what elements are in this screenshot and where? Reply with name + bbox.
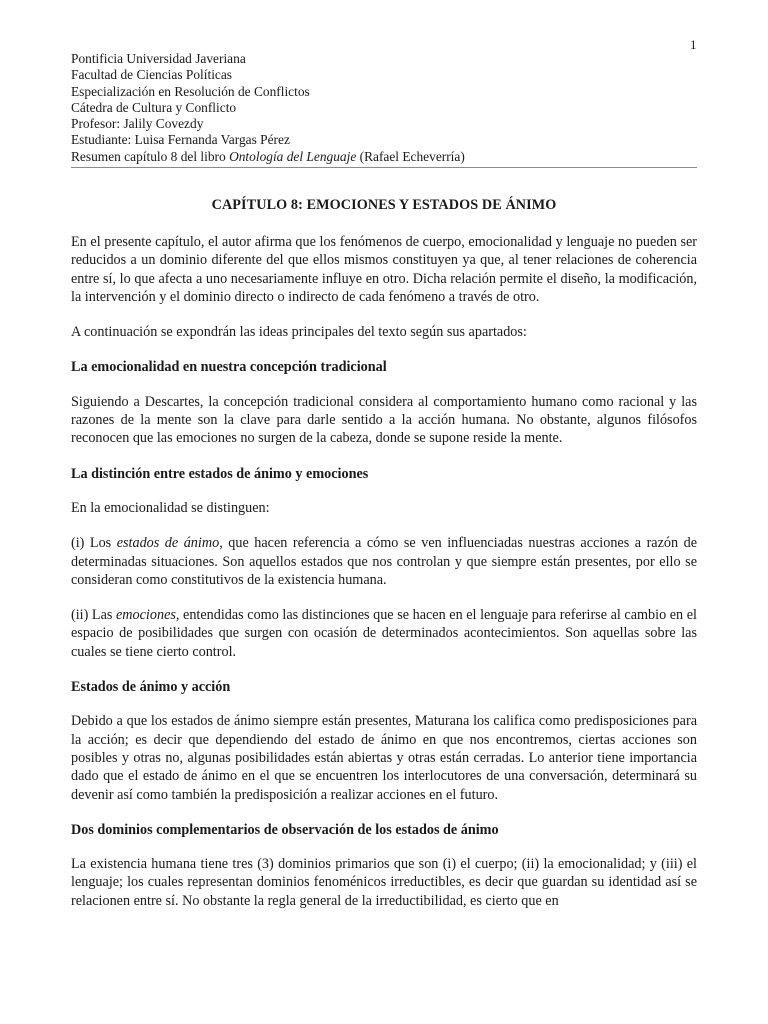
summary-suffix: (Rafael Echeverría) (356, 148, 465, 164)
item-2-term: emociones (116, 607, 176, 624)
section-2-paragraph: En la emocionalidad se distinguen: (71, 499, 270, 516)
header-university: Pontificia Universidad Javeriana (71, 51, 246, 66)
document-header (71, 51, 697, 165)
header-specialization: Especialización en Resolución de Conflictos (71, 83, 310, 99)
page-number: 1 (690, 37, 697, 52)
intro-paragraph-2: A continuación se expondrán las ideas principales del texto según sus apartados: (71, 324, 527, 341)
section-heading-3: Estados de ánimo y acción (71, 679, 231, 696)
item-1-text: , que hacen referencia a cómo se ven influenciadas nuestras acciones a razón de determinadas situaciones. Son aquellos estados que nos controlan y que siempre están presentes, por ello se consideran como constitutivos de la existencia humana. (71, 535, 697, 588)
header-divider (71, 167, 697, 168)
section-2-item-1 (71, 534, 697, 589)
section-3-paragraph: Debido a que los estados de ánimo siempre están presentes, Maturana los califica como predisposiciones para la acción; es decir que dependiendo del estado de ánimo en que nos encontremos, ciertas acciones son posibles y otras no, algunas posibilidades están abiertas y otras están cerradas. Lo anterior tiene importancia dado que el estado de ánimo en el que se encuentren los interlocutores de una conversación, determinará su devenir así como también la predisposición a realizar acciones en el futuro. (71, 713, 697, 803)
header-chair: Cátedra de Cultura y Conflicto (71, 99, 237, 115)
header-student: Estudiante: Luisa Fernanda Vargas Pérez (71, 132, 290, 148)
summary-prefix: Resumen capítulo 8 del libro (71, 148, 230, 164)
section-4-paragraph: La existencia humana tiene tres (3) dominios primarios que son (i) el cuerpo; (ii) la emocionalidad; y (iii) el lenguaje; los cuales representan dominios fenoménicos irreductibles, es decir que guardan su identidad así se relacionen entre sí. No obstante la regla general de la irreductibilidad, es cierto que en (71, 856, 697, 909)
item-1-prefix: (i) Los (71, 535, 117, 552)
section-heading-2: La distinción entre estados de ánimo y emociones (71, 465, 369, 482)
item-1-term: estados de ánimo (116, 535, 220, 552)
section-1-paragraph: Siguiendo a Descartes, la concepción tradicional considera al comportamiento humano como racional y las razones de la mente son la clave para darle sentido a la acción humana. No obstante, algunos filósofos reconocen que las emociones no surgen de la cabeza, donde se supone reside la mente. (71, 393, 697, 447)
intro-paragraph-1: En el presente capítulo, el autor afirma que los fenómenos de cuerpo, emocionalidad y lenguaje no pueden ser reducidos a un dominio diferente del que ellos mismos constituyen ya que, al tener relaciones de coherencia entre sí, lo que afecta a uno necesariamente influye en otro. Dicha relación permite el diseño, la modificación, la intervención y el dominio directo o indirecto de cada fenómeno a través de otro. (71, 234, 697, 305)
document-body (71, 233, 697, 927)
header-summary (71, 149, 697, 165)
item-2-prefix: (ii) Las (71, 607, 116, 624)
item-2-text: , entendidas como las distinciones que se hacen en el lenguaje para referirse al cambio en el espacio de posibilidades que surgen con ocasión de determinados acontecimientos. Son aquellas sobre las cuales se tiene cierto control. (71, 607, 697, 660)
book-title: Ontología del Lenguaje (229, 148, 357, 164)
section-heading-1: La emocionalidad en nuestra concepción tradicional (71, 359, 387, 376)
header-faculty: Facultad de Ciencias Políticas (71, 67, 233, 83)
chapter-title: CAPÍTULO 8: EMOCIONES Y ESTADOS DE ÁNIMO (211, 197, 557, 213)
section-heading-4: Dos dominios complementarios de observación de los estados de ánimo (71, 821, 499, 838)
header-professor: Profesor: Jalily Covezdy (71, 116, 204, 132)
section-2-item-2 (71, 606, 697, 661)
